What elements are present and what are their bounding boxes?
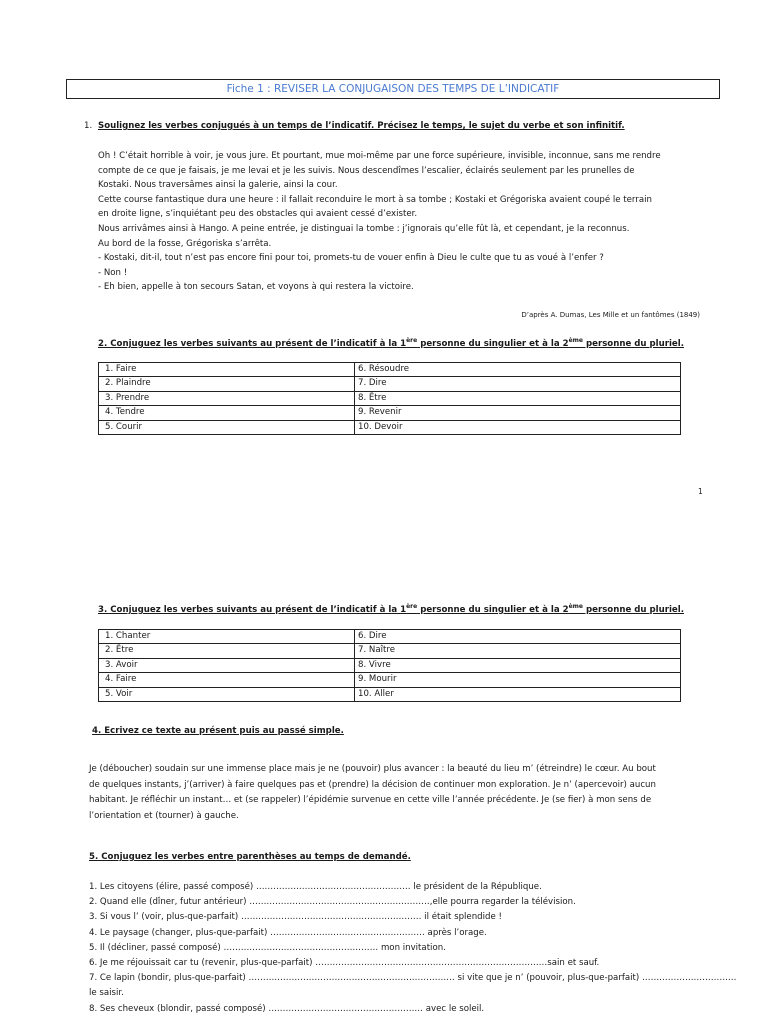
exercise-3-verb-table	[98, 629, 681, 702]
table-cell: 3. Avoir	[99, 658, 355, 672]
list-item: 5. Il (décliner, passé composé) ……………………………………………… mon invitation.	[89, 942, 446, 953]
text-line: Oh ! C’était horrible à voir, je vous jure. Et pourtant, mue moi-même par une force supérieure, invisible, inconnue, sans me rendre	[98, 151, 661, 161]
table-cell: 4. Tendre	[99, 406, 355, 420]
table-cell: 10. Aller	[355, 687, 681, 701]
table-row	[99, 658, 681, 672]
page-title: Fiche 1 : REVISER LA CONJUGAISON DES TEMPS DE L’INDICATIF	[66, 79, 720, 99]
list-item: 3. Si vous l’ (voir, plus-que-parfait) ……………………………………………………… il était splendide !	[89, 912, 502, 923]
text-line: - Kostaki, dit-il, tout n’est pas encore fini pour toi, promets-tu de vouer enfin à Dieu le culte que tu as voué à l’enfer ?	[98, 253, 604, 264]
table-row	[99, 673, 681, 687]
text-line: habitant. Je réfléchir un instant… et (se rappeler) l’épidémie survenue en cette ville l’année précédente. Je (se fier) à mon sens de	[89, 795, 652, 806]
table-cell: 1. Faire	[99, 363, 355, 377]
table-row	[99, 406, 681, 420]
table-row	[99, 377, 681, 391]
table-cell: 6. Dire	[355, 630, 681, 644]
table-cell: 2. Être	[99, 644, 355, 658]
table-cell: 9. Revenir	[355, 406, 681, 420]
exercise-5-list	[89, 880, 737, 1017]
exercise-1-number: 1.	[84, 121, 93, 131]
text-line: Cette course fantastique dura une heure : il fallait reconduire le mort à sa tombe ; Kostaki et Grégoriska avaient coupé le terrain	[98, 194, 652, 205]
list-item: le saisir.	[89, 988, 124, 999]
table-cell: 10. Devoir	[355, 420, 681, 434]
table-cell: 6. Résoudre	[355, 363, 681, 377]
list-item: 1. Les citoyens (élire, passé composé) ……………………………………………… le président de la République.	[89, 882, 542, 892]
table-cell: 5. Voir	[99, 687, 355, 701]
table-cell: 2. Plaindre	[99, 377, 355, 391]
table-row	[99, 391, 681, 405]
text-line: compte de ce que je faisais, je me levai et je les suivis. Nous descendîmes l’escalier, éclairés seulement par les prunelles de	[98, 165, 635, 176]
text-line: en droite ligne, s’inquiétant peu des obstacles qui avaient cessé d’exister.	[98, 209, 418, 220]
table-cell: 9. Mourir	[355, 673, 681, 687]
exercise-3-instruction: 3. Conjuguez les verbes suivants au présent de l’indicatif à la 1ère personne du singulier et à la 2ème personne du pluriel.	[98, 603, 684, 615]
text-line: Au bord de la fosse, Grégoriska s’arrêta.	[98, 238, 272, 249]
text-line: - Non !	[98, 267, 128, 278]
table-cell: 3. Prendre	[99, 391, 355, 405]
exercise-2-verb-table	[98, 362, 681, 435]
table-cell: 8. Vivre	[355, 658, 681, 672]
exercise-4-text	[89, 762, 656, 824]
table-row	[99, 687, 681, 701]
table-cell: 1. Chanter	[99, 630, 355, 644]
list-item: 7. Ce lapin (bondir, plus-que-parfait) ……………………………………………………………… si vite que je n’ (pouvoir, plus-que-parfait) ……………………………	[89, 973, 737, 984]
table-cell: 5. Courir	[99, 420, 355, 434]
table-cell: 4. Faire	[99, 673, 355, 687]
exercise-2-instruction: 2. Conjuguez les verbes suivants au présent de l’indicatif à la 1ère personne du singulier et à la 2ème personne du pluriel.	[98, 337, 684, 349]
table-row	[99, 420, 681, 434]
text-line: - Eh bien, appelle à ton secours Satan, et voyons à qui restera la victoire.	[98, 282, 414, 293]
exercise-5-instruction: 5. Conjuguez les verbes entre parenthèses au temps de demandé.	[89, 852, 411, 862]
list-item: 8. Ses cheveux (blondir, passé composé) ……………………………………………… avec le soleil.	[89, 1003, 485, 1014]
text-line: de quelques instants, j’(arriver) à faire quelques pas et (prendre) la décision de continuer mon exploration. Je n’ (apercevoir) aucun	[89, 779, 656, 790]
exercise-1-instruction: Soulignez les verbes conjugués à un temps de l’indicatif. Précisez le temps, le sujet du verbe et son infinitif.	[98, 121, 625, 131]
text-source: D’après A. Dumas, Les Mille et un fantômes (1849)	[521, 311, 700, 319]
table-row	[99, 363, 681, 377]
table-row	[99, 630, 681, 644]
list-item: 4. Le paysage (changer, plus-que-parfait) ……………………………………………… après l’orage.	[89, 927, 487, 938]
list-item: 2. Quand elle (dîner, futur antérieur) ………………………………………………………,elle pourra regarder la télévision.	[89, 897, 576, 908]
text-line: Je (déboucher) soudain sur une immense place mais je ne (pouvoir) plus avancer : la beauté du lieu m’ (étreindre) le cœur. Au bout	[89, 764, 656, 774]
list-item: 6. Je me réjouissait car tu (revenir, plus-que-parfait) ………………………………………………………………………sain et sauf.	[89, 958, 600, 969]
page-number: 1	[698, 487, 703, 496]
text-line: Kostaki. Nous traversâmes ainsi la galerie, ainsi la cour.	[98, 180, 338, 191]
table-cell: 8. Être	[355, 391, 681, 405]
table-cell: 7. Naître	[355, 644, 681, 658]
exercise-4-instruction: 4. Ecrivez ce texte au présent puis au passé simple.	[92, 726, 344, 736]
table-row	[99, 644, 681, 658]
table-cell: 7. Dire	[355, 377, 681, 391]
exercise-1-text	[98, 149, 661, 295]
text-line: Nous arrivâmes ainsi à Hango. A peine entrée, je distinguai la tombe : j’ignorais qu’elle fût là, et cependant, je la reconnus.	[98, 223, 630, 234]
text-line: l’orientation et (tourner) à gauche.	[89, 810, 239, 821]
